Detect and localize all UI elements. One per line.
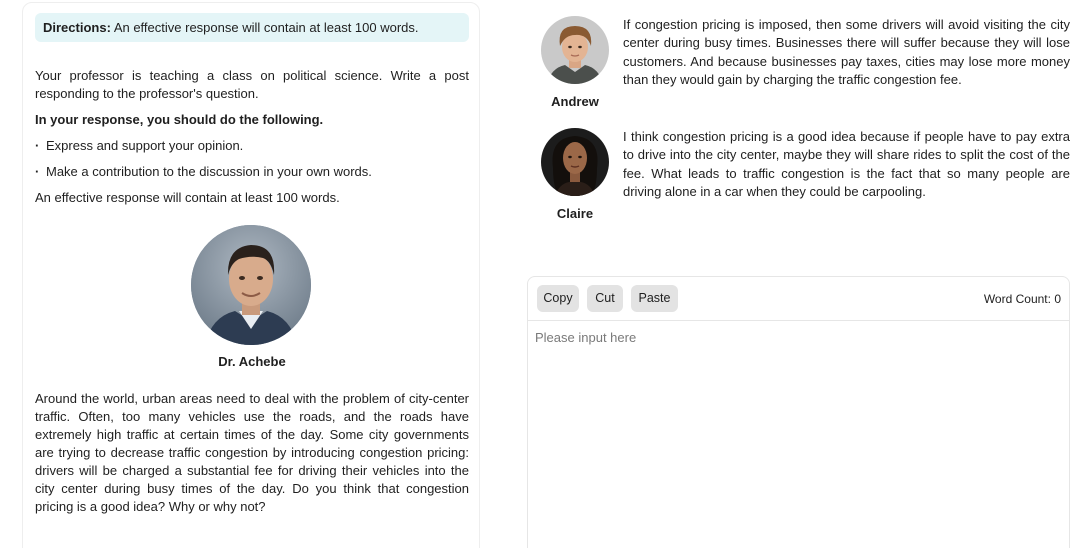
instructions-heading: In your response, you should do the following. — [35, 112, 324, 127]
word-count-label: Word Count: — [983, 292, 1051, 306]
andrew-avatar — [541, 16, 609, 84]
directions-text: An effective response will contain at least 100 words. — [113, 20, 419, 35]
claire-post: I think congestion pricing is a good idea because if people have to pay extra to drive into the city center, maybe they will share rides to split the cost of the fee. What leads to traffic congestion is the fact that so many people are driving alone in a car when they could be carpooling. — [623, 129, 1070, 199]
response-editor — [527, 276, 1070, 548]
andrew-portrait-icon — [541, 16, 609, 84]
editor-toolbar — [528, 277, 1069, 321]
claire-name: Claire — [556, 206, 594, 221]
professor-avatar — [191, 225, 311, 345]
claire-avatar — [541, 128, 609, 196]
directions-box — [35, 13, 469, 42]
instruction-bullet: · Express and support your opinion. — [35, 137, 469, 155]
instruction-bullet: · Make a contribution to the discussion in your own words. — [35, 163, 469, 181]
professor-name: Dr. Achebe — [218, 354, 286, 369]
prompt-panel — [22, 2, 480, 548]
claire-portrait-icon — [541, 128, 609, 196]
professor-portrait-icon — [191, 225, 311, 345]
andrew-post: If congestion pricing is imposed, then some drivers will avoid visiting the city center during busy times. Businesses there will suffer because they will lose customers. And because businesses pay taxes, cities may lose more money than they would gain by charging the traffic congestion fee. — [623, 17, 1070, 87]
copy-button[interactable]: Copy — [537, 285, 579, 312]
word-count — [984, 292, 1061, 306]
directions-label: Directions: — [43, 20, 111, 35]
andrew-name: Andrew — [551, 94, 599, 109]
paste-button[interactable]: Paste — [631, 285, 678, 312]
cut-button[interactable]: Cut — [587, 285, 623, 312]
word-count-value: 0 — [1054, 292, 1061, 306]
length-note: An effective response will contain at least 100 words. — [35, 190, 340, 205]
professor-question: Around the world, urban areas need to deal with the problem of city-center traffic. Often, too many vehicles use the roads, and the roads have extremely high traffic at certain times of the day. Some city governments are trying to decrease traffic congestion by introducing congestion pricing: drivers will be charged a substantial fee for driving their vehicles into the city center during busy times of the day. Do you think that congestion pricing is a good idea? Why or why not? — [35, 391, 469, 514]
response-input[interactable] — [528, 322, 1069, 548]
prompt-intro: Your professor is teaching a class on political science. Write a post responding to the professor's question. — [35, 68, 469, 101]
